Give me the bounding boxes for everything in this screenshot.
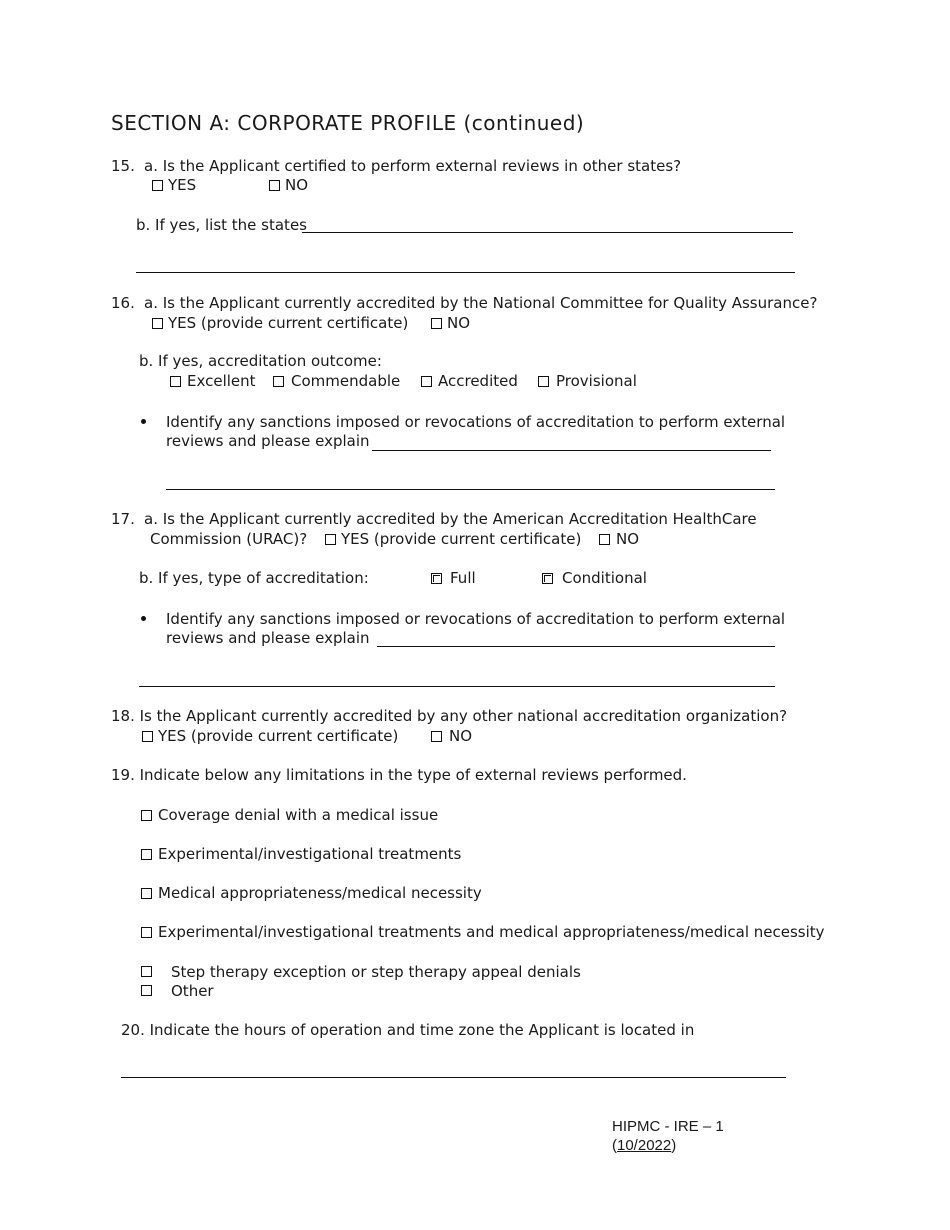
q17-conditional-label: Conditional xyxy=(562,569,647,587)
q16-sanctions-line2: reviews and please explain xyxy=(166,432,370,450)
q19-medical-necessity-label: Medical appropriateness/medical necessity xyxy=(158,884,482,902)
q19-other-label: Other xyxy=(171,982,214,1000)
q17-full-label: Full xyxy=(450,569,476,587)
q20-question: 20. Indicate the hours of operation and time zone the Applicant is located in xyxy=(121,1021,695,1039)
q17-number: 17. xyxy=(111,510,135,528)
q19-experimental-and-necessity-label: Experimental/investigational treatments and medical appropriateness/medical necessity xyxy=(158,923,825,941)
q15-no-label: NO xyxy=(285,176,309,194)
q17-yes-label: YES (provide current certificate) xyxy=(341,530,582,548)
q16-sanctions-line1: Identify any sanctions imposed or revocations of accreditation to perform external xyxy=(166,413,786,431)
q16-a-question: a. Is the Applicant currently accredited by the National Committee for Quality Assurance? xyxy=(144,294,818,312)
q18-no-checkbox[interactable] xyxy=(431,731,442,742)
q16-provisional-checkbox[interactable] xyxy=(538,376,549,387)
q16-excellent-checkbox[interactable] xyxy=(170,376,181,387)
q17-sanctions-line2: reviews and please explain xyxy=(166,629,370,647)
q16-bullet xyxy=(141,419,146,424)
q19-other-checkbox[interactable] xyxy=(141,985,152,996)
q19-step-therapy-checkbox[interactable] xyxy=(141,966,152,977)
q19-step-therapy-label: Step therapy exception or step therapy appeal denials xyxy=(171,963,581,981)
q19-experimental-and-necessity-checkbox[interactable] xyxy=(141,927,152,938)
footer-date: (10/2022) xyxy=(612,1137,677,1154)
q16-accredited-label: Accredited xyxy=(438,372,518,390)
q17-sanctions-line1: Identify any sanctions imposed or revocations of accreditation to perform external xyxy=(166,610,786,628)
q16-commendable-checkbox[interactable] xyxy=(273,376,284,387)
footer-date-value: 10/2022 xyxy=(617,1137,672,1154)
q19-experimental-label: Experimental/investigational treatments xyxy=(158,845,462,863)
q17-b-question: b. If yes, type of accreditation: xyxy=(139,569,369,587)
q17-a-question-line2: Commission (URAC)? xyxy=(150,530,308,548)
q16-sanctions-field[interactable] xyxy=(372,450,771,451)
q17-full-checkbox[interactable] xyxy=(431,573,442,584)
q18-question: 18. Is the Applicant currently accredited by any other national accreditation organization? xyxy=(111,707,788,725)
q19-coverage-denial-label: Coverage denial with a medical issue xyxy=(158,806,439,824)
q15-number: 15. xyxy=(111,157,135,175)
q19-question: 19. Indicate below any limitations in the type of external reviews performed. xyxy=(111,766,687,784)
q20-hours-field[interactable] xyxy=(121,1077,786,1078)
q16-provisional-label: Provisional xyxy=(556,372,637,390)
q16-yes-label: YES (provide current certificate) xyxy=(168,314,409,332)
q15-a-question: a. Is the Applicant certified to perform external reviews in other states? xyxy=(144,157,682,175)
q17-a-question-line1: a. Is the Applicant currently accredited by the American Accreditation HealthCare xyxy=(144,510,757,528)
q16-sanctions-field-2[interactable] xyxy=(166,489,775,490)
q17-sanctions-field[interactable] xyxy=(377,646,775,647)
q18-yes-checkbox[interactable] xyxy=(142,731,153,742)
section-title: SECTION A: CORPORATE PROFILE (continued) xyxy=(111,111,585,135)
q16-yes-checkbox[interactable] xyxy=(152,318,163,329)
q19-medical-necessity-checkbox[interactable] xyxy=(141,888,152,899)
q18-yes-label: YES (provide current certificate) xyxy=(158,727,399,745)
q16-no-label: NO xyxy=(447,314,471,332)
q17-no-checkbox[interactable] xyxy=(599,534,610,545)
q15-states-field[interactable] xyxy=(302,232,793,233)
q16-number: 16. xyxy=(111,294,135,312)
q17-bullet xyxy=(141,616,146,621)
q18-no-label: NO xyxy=(449,727,473,745)
q17-conditional-checkbox[interactable] xyxy=(542,573,553,584)
q19-coverage-denial-checkbox[interactable] xyxy=(141,810,152,821)
q16-commendable-label: Commendable xyxy=(291,372,401,390)
q15-yes-label: YES xyxy=(168,176,197,194)
q19-experimental-checkbox[interactable] xyxy=(141,849,152,860)
q16-excellent-label: Excellent xyxy=(187,372,256,390)
q16-no-checkbox[interactable] xyxy=(431,318,442,329)
q17-sanctions-field-2[interactable] xyxy=(139,686,775,687)
q15-states-field-2[interactable] xyxy=(136,272,795,273)
q15-yes-checkbox[interactable] xyxy=(152,180,163,191)
q16-accredited-checkbox[interactable] xyxy=(421,376,432,387)
q17-yes-checkbox[interactable] xyxy=(325,534,336,545)
q17-no-label: NO xyxy=(616,530,640,548)
q15-b-question: b. If yes, list the states xyxy=(136,216,307,234)
footer-form-id: HIPMC - IRE – 1 xyxy=(612,1118,724,1135)
q16-b-question: b. If yes, accreditation outcome: xyxy=(139,352,382,370)
q15-no-checkbox[interactable] xyxy=(269,180,280,191)
